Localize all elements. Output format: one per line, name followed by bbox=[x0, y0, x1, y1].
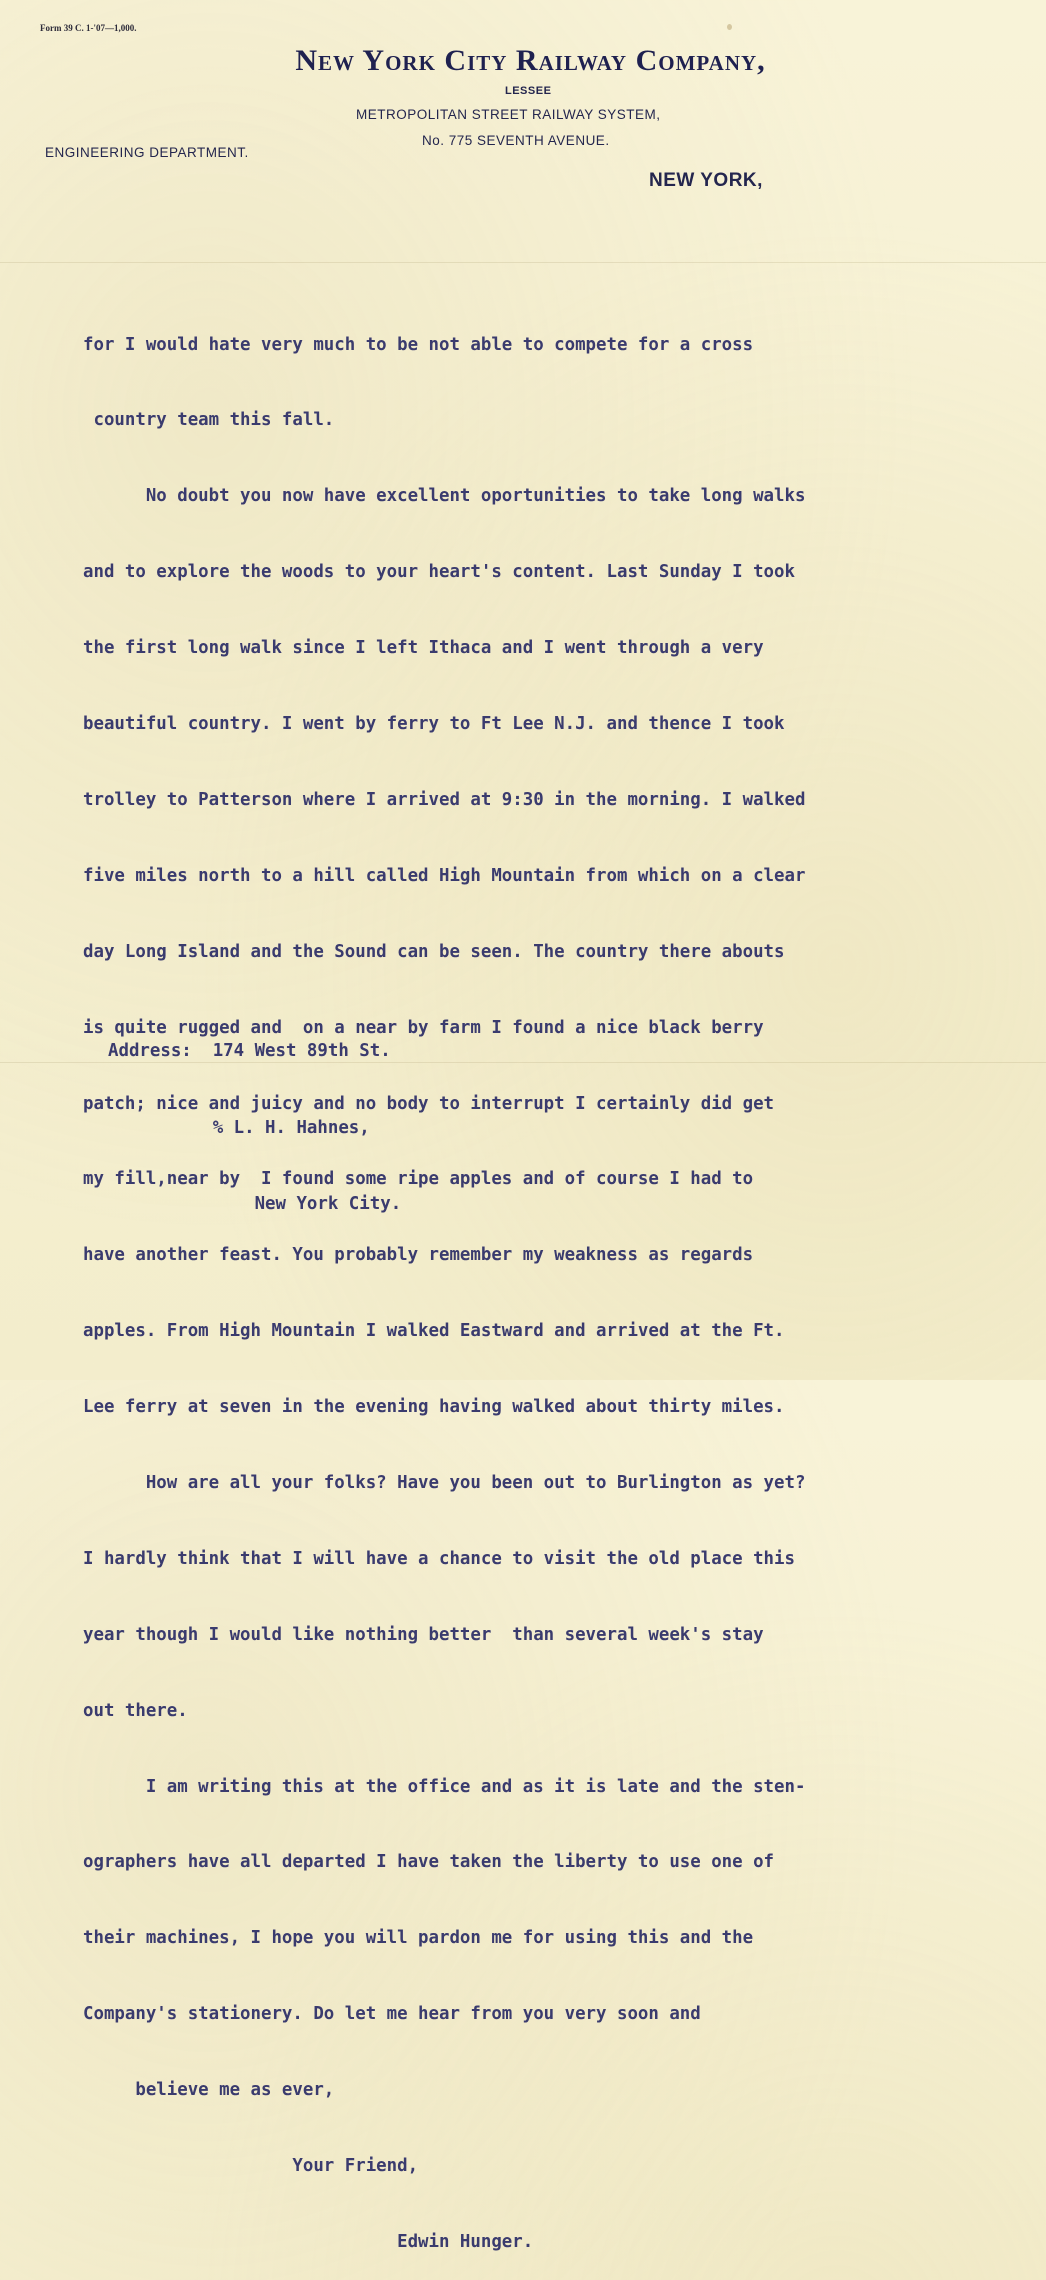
address-line: New York City. bbox=[108, 1194, 402, 1214]
letter-line: their machines, I hope you will pardon me for using this and the bbox=[83, 1928, 754, 1949]
letter-line: ographers have all departed I have taken the liberty to use one of bbox=[83, 1852, 775, 1873]
letter-line: patch; nice and juicy and no body to interrupt I certainly did get bbox=[83, 1093, 775, 1114]
letter-line: out there. bbox=[83, 1700, 188, 1721]
address-line: % L. H. Hahnes, bbox=[108, 1117, 370, 1138]
railway-system: METROPOLITAN STREET RAILWAY SYSTEM, bbox=[356, 107, 661, 122]
city-label: NEW YORK, bbox=[649, 170, 763, 191]
paper-stain bbox=[727, 24, 732, 30]
letter-line: is quite rugged and on a near by farm I found a nice black berry bbox=[83, 1017, 764, 1038]
letter-line: day Long Island and the Sound can be seen. The country there abouts bbox=[83, 941, 785, 962]
letter-line: five miles north to a hill called High Mountain from which on a clear bbox=[83, 865, 806, 886]
address-line: Address: 174 West 89th St. bbox=[108, 1041, 391, 1061]
letter-line: Lee ferry at seven in the evening having walked about thirty miles. bbox=[83, 1397, 785, 1418]
letter-line: my fill,near by I found some ripe apples and of course I had to bbox=[83, 1169, 754, 1190]
letter-line: have another feast. You probably remember my weakness as regards bbox=[83, 1245, 754, 1266]
letter-line: the first long walk since I left Ithaca and I went through a very bbox=[83, 638, 764, 659]
paper-fold-line bbox=[0, 262, 1046, 263]
letter-line: I am writing this at the office and as it is late and the sten- bbox=[83, 1776, 806, 1797]
letter-line: country team this fall. bbox=[83, 410, 335, 431]
letter-valediction: Your Friend, bbox=[83, 2155, 419, 2176]
lessee-label: LESSEE bbox=[505, 85, 552, 97]
return-address bbox=[108, 988, 401, 1243]
letter-closing: believe me as ever, bbox=[83, 2080, 335, 2101]
letter-line: apples. From High Mountain I walked Eastward and arrived at the Ft. bbox=[83, 1321, 785, 1342]
letter-body bbox=[83, 282, 1023, 2280]
form-number: Form 39 C. 1-'07—1,000. bbox=[40, 23, 137, 33]
company-name: New York City Railway Company, bbox=[295, 44, 766, 77]
letter-line: No doubt you now have excellent oportunities to take long walks bbox=[83, 486, 806, 507]
letter-line: for I would hate very much to be not able to compete for a cross bbox=[83, 334, 754, 355]
letter-line: Company's stationery. Do let me hear from you very soon and bbox=[83, 2004, 701, 2025]
company-address: No. 775 SEVENTH AVENUE. bbox=[422, 133, 610, 148]
department-label: ENGINEERING DEPARTMENT. bbox=[45, 145, 249, 160]
letter-line: year though I would like nothing better than several week's stay bbox=[83, 1624, 764, 1645]
letter-line: and to explore the woods to your heart's content. Last Sunday I took bbox=[83, 562, 795, 583]
letter-line: beautiful country. I went by ferry to Ft Lee N.J. and thence I took bbox=[83, 714, 785, 735]
letter-line: How are all your folks? Have you been out to Burlington as yet? bbox=[83, 1472, 806, 1493]
letter-signature: Edwin Hunger. bbox=[83, 2231, 534, 2252]
letter-line: trolley to Patterson where I arrived at 9:30 in the morning. I walked bbox=[83, 789, 806, 810]
letter-line: I hardly think that I will have a chance to visit the old place this bbox=[83, 1548, 795, 1569]
